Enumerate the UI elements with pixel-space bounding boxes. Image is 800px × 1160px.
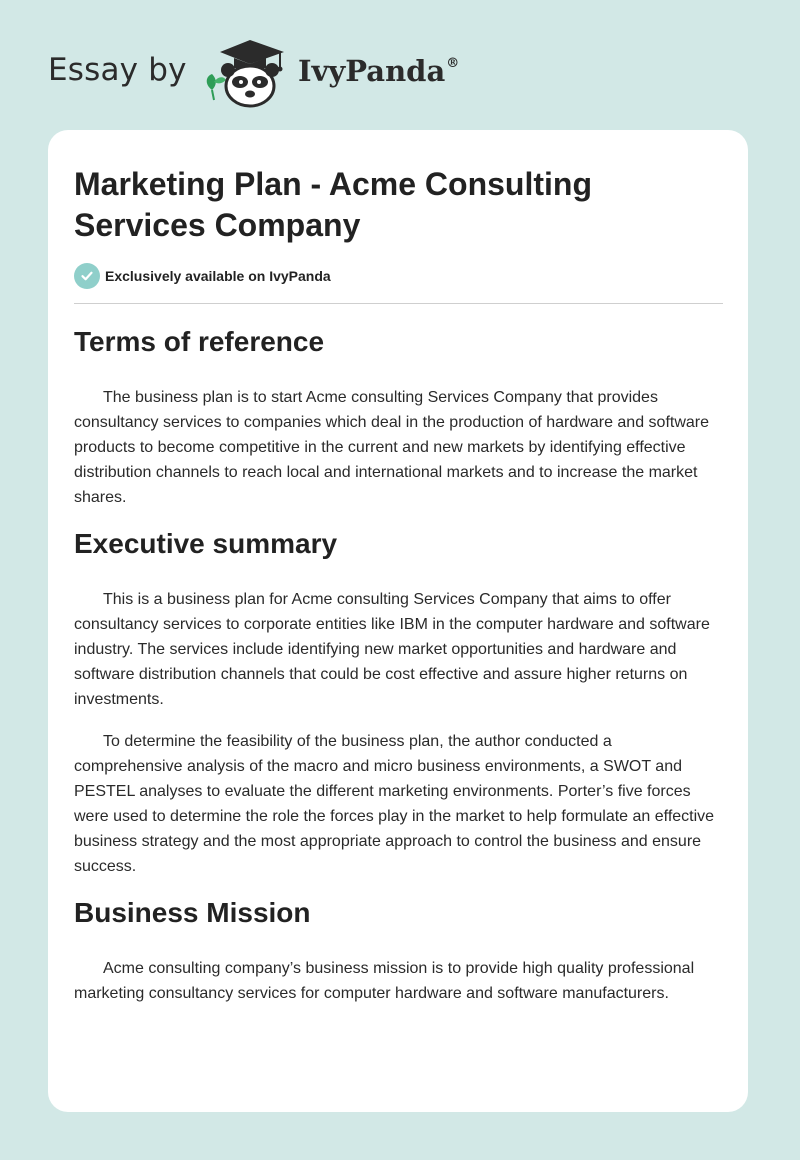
divider <box>74 303 723 304</box>
article-card <box>48 130 748 1112</box>
exclusive-badge <box>74 262 331 290</box>
site-header <box>0 0 800 130</box>
article-title: Marketing Plan - Acme Consulting Services Company <box>74 166 592 243</box>
registered-mark: ® <box>446 56 460 71</box>
section-heading-terms: Terms of reference <box>74 326 325 357</box>
brand-text: IvyPanda <box>298 54 446 88</box>
brand-name[interactable] <box>298 54 459 88</box>
section-heading-business-mission: Business Mission <box>74 897 311 928</box>
exclusive-label: Exclusively available on IvyPanda <box>105 268 331 284</box>
paragraph: Acme consulting company’s business mission is to provide high quality professional marketing consultancy services for computer hardware and software manufacturers. <box>74 960 695 1002</box>
paragraph: To determine the feasibility of the business plan, the author conducted a comprehensive analysis of the macro and micro business environments, a SWOT and PESTEL analyses to evaluate the different marketing environments. Porter’s five forces were used to determine the role the forces play in the market to help formulate an effective business strategy and the most appropriate approach to control the business and ensure success. <box>74 733 715 875</box>
paragraph: The business plan is to start Acme consulting Services Company that provides consultancy services to companies which deal in the production of hardware and software products to become competitive in the current and new markets by identifying effective distribution channels to reach local and international markets and to increase the market shares. <box>74 389 710 506</box>
essay-by-label: Essay by <box>48 52 187 88</box>
paragraph: This is a business plan for Acme consulting Services Company that aims to offer consultancy services to corporate entities like IBM in the computer hardware and software industry. The services include identifying new market opportunities and hardware and software distribution channels that could be cost effective and assure higher returns on investments. <box>74 591 710 708</box>
check-icon <box>74 263 100 289</box>
ivypanda-logo-icon[interactable] <box>200 36 300 110</box>
section-heading-executive-summary: Executive summary <box>74 528 338 559</box>
